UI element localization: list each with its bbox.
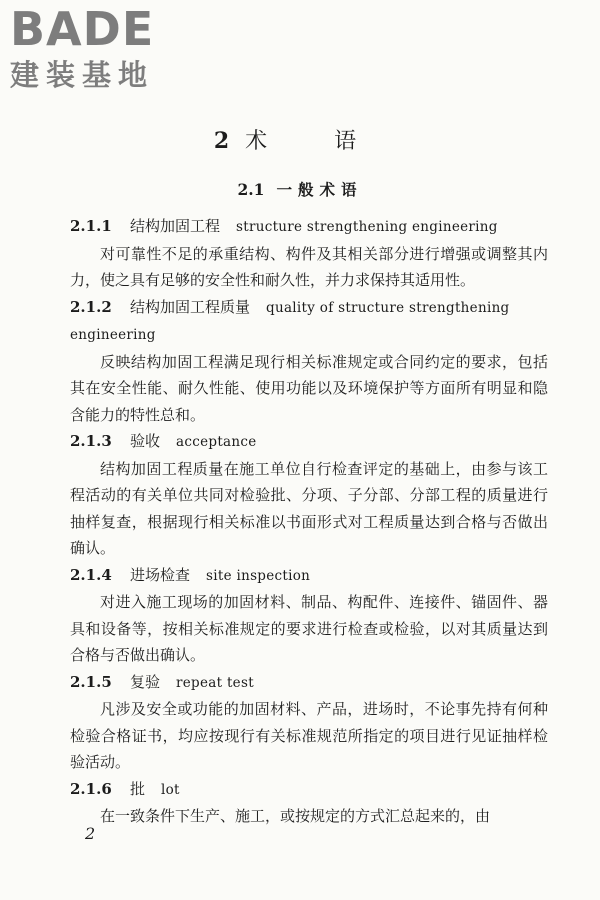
term-definition: 在一致条件下生产、施工，或按规定的方式汇总起来的，由 <box>100 807 491 825</box>
term-entry <box>70 294 548 429</box>
section-number: 2.1 <box>237 180 265 199</box>
term-chinese: 进场检查 <box>130 565 191 584</box>
term-heading <box>70 294 548 349</box>
term-number: 2.1.1 <box>70 217 112 235</box>
term-definition: 对可靠性不足的承重结构、构件及其相关部分进行增强或调整其内力，使之具有足够的安全性和耐久性，并力求保持其适用性。 <box>70 244 548 289</box>
term-chinese: 结构加固工程 <box>130 217 221 235</box>
term-definition: 凡涉及安全或功能的加固材料、产品，进场时，不论事先持有何种检验合格证书，均应按现行有关标准规范所指定的项目进行见证抽样检验活动。 <box>70 700 548 771</box>
term-english: acceptance <box>176 434 257 450</box>
terms-list <box>70 213 548 830</box>
term-number: 2.1.5 <box>70 672 112 691</box>
term-heading <box>70 776 548 804</box>
term-entry <box>70 562 548 669</box>
term-chinese: 批 <box>130 779 146 798</box>
term-chinese: 结构加固工程质量 <box>130 297 251 316</box>
term-chinese: 验收 <box>130 432 161 450</box>
term-english: quality of structure strengthening engineering <box>70 299 510 343</box>
term-entry <box>70 669 548 776</box>
term-number: 2.1.3 <box>70 432 112 450</box>
term-number: 2.1.4 <box>70 565 112 584</box>
term-english: repeat test <box>176 674 254 691</box>
term-entry <box>70 428 548 562</box>
chapter-number: 2 <box>213 128 232 154</box>
term-chinese: 复验 <box>130 672 161 691</box>
section-title: 一般术语 <box>276 180 363 199</box>
term-definition: 结构加固工程质量在施工单位自行检查评定的基础上，由参与该工程活动的有关单位共同对检验批、分项、子分部、分部工程的质量进行抽样复查，根据现行相关标准以书面形式对工程质量达到合格与否做出确认。 <box>70 459 548 557</box>
term-heading <box>70 213 548 241</box>
term-english: lot <box>161 781 180 798</box>
term-definition: 对进入施工现场的加固材料、制品、构配件、连接件、锚固件、器具和设备等，按相关标准规定的要求进行检查或检验，以对其质量达到合格与否做出确认。 <box>70 593 548 664</box>
term-english: site inspection <box>206 567 311 584</box>
logo-subtitle: 建装基地 <box>10 58 155 92</box>
term-heading <box>70 669 548 697</box>
chapter-title: 术 语 <box>245 129 387 154</box>
term-heading <box>70 562 548 590</box>
chapter-heading <box>0 124 600 155</box>
term-entry <box>70 213 548 294</box>
term-english: structure strengthening engineering <box>236 219 498 235</box>
term-entry <box>70 776 548 830</box>
term-definition: 反映结构加固工程满足现行相关标准规定或合同约定的要求，包括其在安全性能、耐久性能、使用功能以及环境保护等方面所有明显和隐含能力的特性总和。 <box>70 352 548 424</box>
term-heading <box>70 428 548 456</box>
page-number: 2 <box>85 824 96 843</box>
logo-wordmark: BADE <box>10 2 155 56</box>
section-heading <box>0 178 600 200</box>
term-number: 2.1.2 <box>70 297 112 316</box>
bade-logo <box>10 4 180 92</box>
term-number: 2.1.6 <box>70 779 112 798</box>
